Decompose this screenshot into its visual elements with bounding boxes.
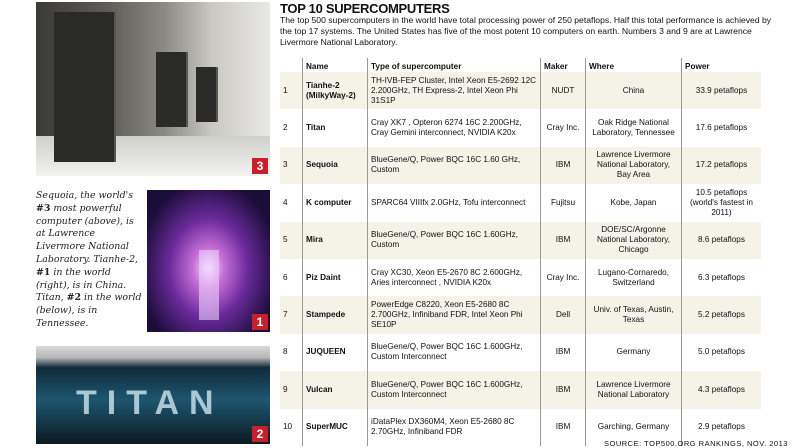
cell-rank: 9 <box>280 371 303 408</box>
cell-type: BlueGene/Q, Power BQC 16C 1.600GHz, Custom Interconnect <box>368 371 541 408</box>
cell-name: Mira <box>303 222 368 259</box>
column-header: Power <box>682 58 762 72</box>
cell-power: 5.2 petaflops <box>682 296 762 333</box>
cell-rank: 5 <box>280 222 303 259</box>
cell-maker: IBM <box>541 222 586 259</box>
source-note: SOURCE: TOP500.ORG RANKINGS, NOV. 2013 <box>604 439 788 448</box>
column-header: Type of supercomputer <box>368 58 541 72</box>
cell-type: Cray XK7 , Opteron 6274 16C 2.200GHz, Cray Gemini interconnect, NVIDIA K20x <box>368 109 541 146</box>
cell-power: 4.3 petaflops <box>682 371 762 408</box>
cell-name: Tianhe-2 (MilkyWay-2) <box>303 72 368 109</box>
cell-power: 5.0 petaflops <box>682 334 762 371</box>
titan-photo <box>36 346 270 444</box>
cell-name: Titan <box>303 109 368 146</box>
column-header <box>280 58 303 72</box>
cell-rank: 6 <box>283 272 288 282</box>
cell-where: China <box>586 72 682 109</box>
cell-where: Oak Ridge National Laboratory, Tennessee <box>586 109 682 146</box>
cell-type: Cray XC30, Xeon E5-2670 8C 2.600GHz, Aries interconnect , NVIDIA K20x <box>368 259 541 296</box>
rank-badge: 3 <box>252 158 268 174</box>
table-row <box>280 371 761 408</box>
cell-type: PowerEdge C8220, Xeon E5-2680 8C 2.700GHz, Infiniband FDR, Intel Xeon Phi SE10P <box>368 296 541 333</box>
cell-power: 33.9 petaflops <box>682 72 762 109</box>
tianhe-photo <box>147 190 270 332</box>
cell-where: Lugano-Cornaredo, Switzerland <box>586 259 682 296</box>
cell-maker: Dell <box>541 296 586 333</box>
intro-text: The top 500 supercomputers in the world have total processing power of 250 petaflops. Half this total performance is achieved by the top 17 systems. The United States has five of the most potent 10 computers on earth. Numbers 3 and 9 are at Lawrence Livermore National Laboratory. <box>280 15 772 47</box>
cell-where: DOE/SC/Argonne National Laboratory, Chicago <box>586 222 682 259</box>
cell-type: TH-IVB-FEP Cluster, Intel Xeon E5-2692 12C 2.200GHz, TH Express-2, Intel Xeon Phi 31S1P <box>368 72 541 109</box>
photo-caption: Sequoia, the world's #3 most powerful computer (above), is at Lawrence Livermore National Laboratory. Tianhe-2, #1 in the world (right), is in China. Titan, #2 in the world (below), is in Tennessee. <box>36 190 142 329</box>
cell-rank: 10 <box>283 422 293 432</box>
column-header: Where <box>586 58 682 72</box>
cell-where: Univ. of Texas, Austin, Texas <box>586 296 682 333</box>
rank-badge: 2 <box>252 426 268 442</box>
cell-type: BlueGene/Q, Power BQC 16C 1.60 GHz, Custom <box>368 147 541 184</box>
table-row <box>280 296 761 333</box>
cell-type: BlueGene/Q, Power BQC 16C 1.60GHz, Custom <box>368 222 541 259</box>
cell-maker: Cray Inc. <box>541 259 586 296</box>
cell-maker: IBM <box>541 334 586 371</box>
cell-name: SuperMUC <box>303 409 368 446</box>
cell-where: Lawrence Livermore National Laboratory <box>586 371 682 408</box>
table-row <box>280 334 761 371</box>
cell-where: Germany <box>586 334 682 371</box>
cell-name: Piz Daint <box>303 259 368 296</box>
cell-rank: 1 <box>280 72 303 109</box>
rank-badge: 1 <box>252 314 268 330</box>
cell-rank: 4 <box>283 197 288 207</box>
cell-type: BlueGene/Q, Power BQC 16C 1.600GHz, Custom Interconnect <box>368 334 541 371</box>
cell-power: 10.5 petaflops (world's fastest in 2011) <box>682 184 762 221</box>
cell-rank: 3 <box>280 147 303 184</box>
cell-maker: IBM <box>541 147 586 184</box>
cell-name: K computer <box>303 184 368 221</box>
cell-where: Kobe, Japan <box>586 184 682 221</box>
cell-rank: 7 <box>280 296 303 333</box>
cell-power: 2.9 petaflops <box>682 409 762 446</box>
cell-where: Lawrence Livermore National Laboratory, Bay Area <box>586 147 682 184</box>
cell-name: Vulcan <box>303 371 368 408</box>
cell-name: Sequoia <box>303 147 368 184</box>
cell-rank: 2 <box>283 123 288 133</box>
cell-maker: NUDT <box>541 72 586 109</box>
cell-maker: Fujitsu <box>541 184 586 221</box>
cell-type: SPARC64 VIIIfx 2.0GHz, Tofu interconnect <box>368 184 541 221</box>
table-row <box>280 259 761 296</box>
sequoia-photo <box>36 2 270 176</box>
column-header: Maker <box>541 58 586 72</box>
cell-name: JUQUEEN <box>303 334 368 371</box>
cell-power: 17.6 petaflops <box>682 109 762 146</box>
cell-power: 8.6 petaflops <box>682 222 762 259</box>
page-title: TOP 10 SUPERCOMPUTERS <box>280 1 450 16</box>
table-row <box>280 109 761 146</box>
cell-name: Stampede <box>303 296 368 333</box>
table-row <box>280 147 761 184</box>
cell-power: 6.3 petaflops <box>682 259 762 296</box>
cell-power: 17.2 petaflops <box>682 147 762 184</box>
supercomputer-table <box>280 58 761 446</box>
table-row <box>280 222 761 259</box>
cell-maker: IBM <box>541 371 586 408</box>
titan-logo: TITAN <box>76 384 224 422</box>
cell-where: Garching, Germany <box>586 409 682 446</box>
cell-rank: 8 <box>283 347 288 357</box>
cell-maker: Cray Inc. <box>541 109 586 146</box>
column-header: Name <box>303 58 368 72</box>
cell-maker: IBM <box>541 409 586 446</box>
table-row <box>280 184 761 221</box>
cell-type: iDataPlex DX360M4, Xeon E5-2680 8C 2.70GHz, Infiniband FDR <box>368 409 541 446</box>
table-row <box>280 72 761 109</box>
